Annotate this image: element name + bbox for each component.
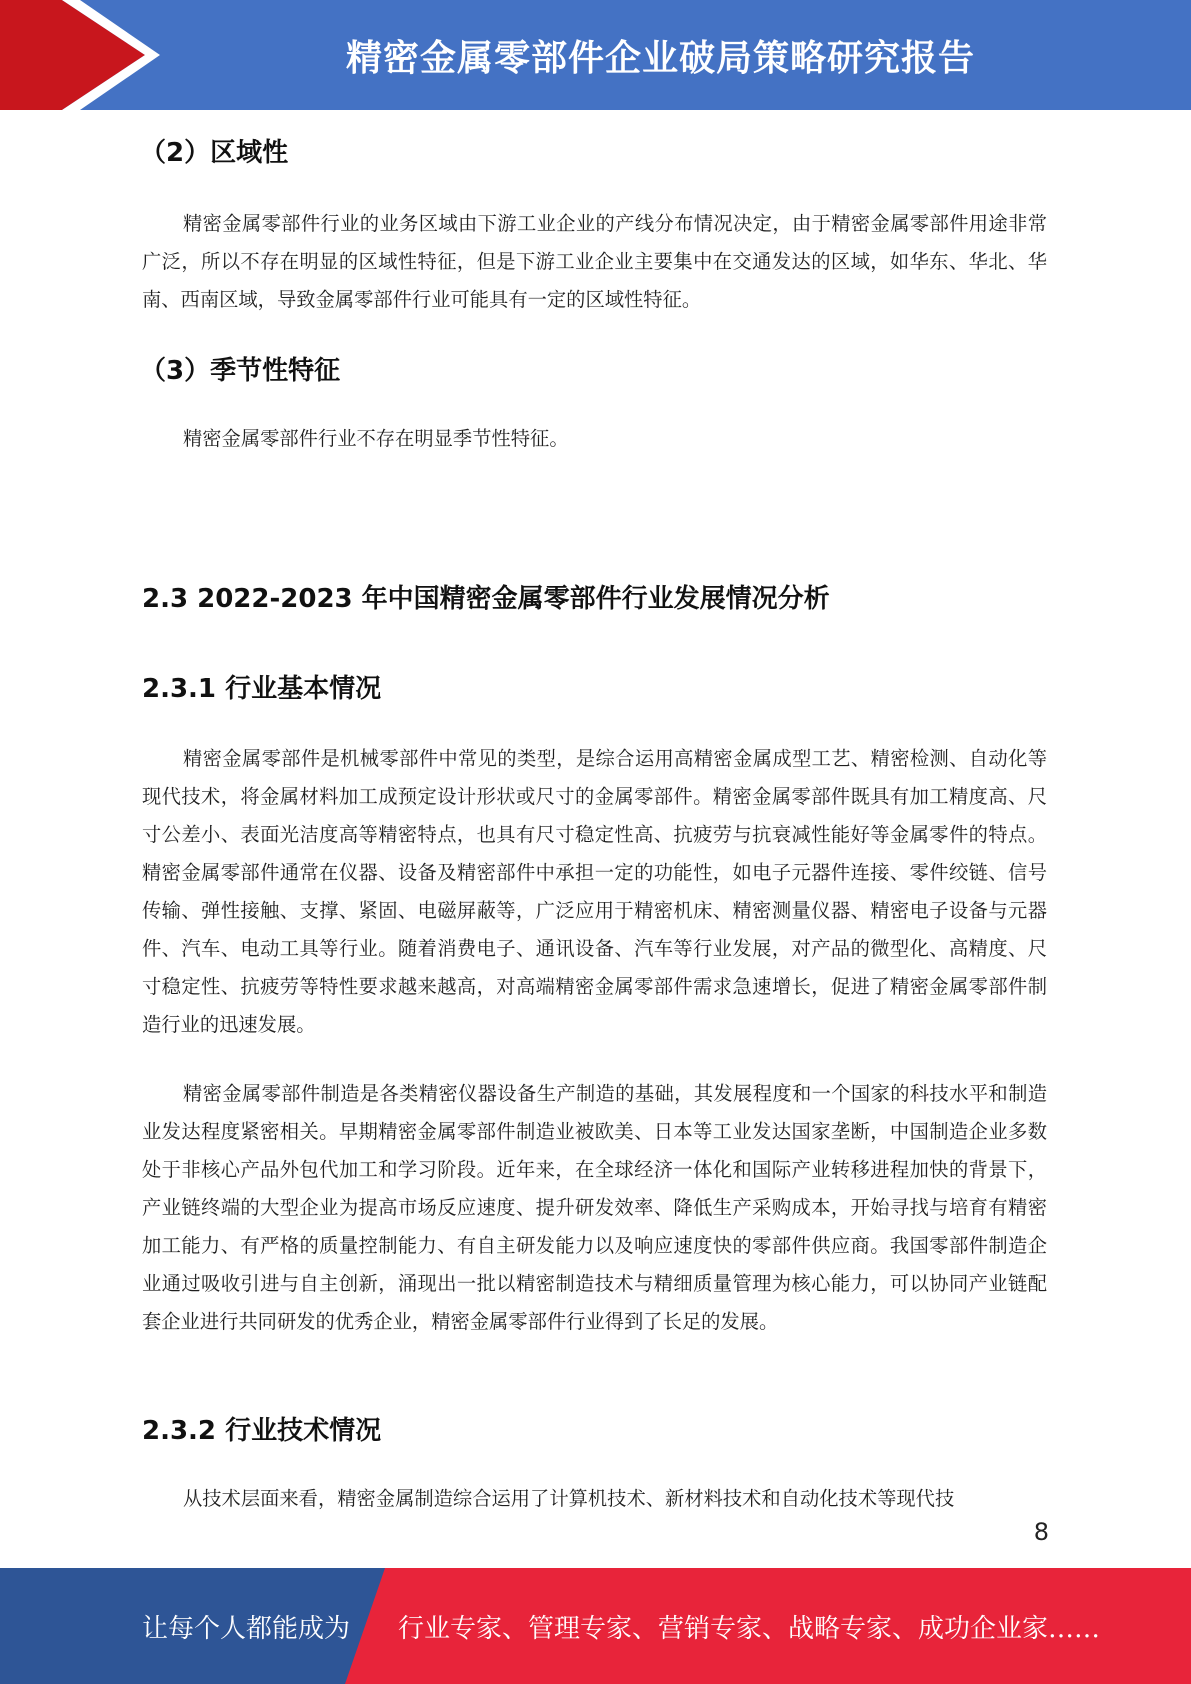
- paragraph-seasonal: 精密金属零部件行业不存在明显季节性特征。: [183, 427, 569, 450]
- header-banner: [0, 0, 1191, 110]
- footer-slogan-left: 让每个人都能成为: [142, 1613, 351, 1644]
- paragraph-regional: 精密金属零部件行业的业务区域由下游工业企业的产线分布情况决定，由于精密金属零部件用途非常广泛，所以不存在明显的区域性特征，但是下游工业企业主要集中在交通发达的区域，如华东、华北、华南、西南区域，导致金属零部件行业可能具有一定的区域性特征。: [142, 212, 1047, 311]
- footer-banner: [0, 1568, 1191, 1684]
- footer-slogan-right: 行业专家、管理专家、营销专家、战略专家、成功企业家……: [398, 1613, 1101, 1644]
- report-title: 精密金属零部件企业破局策略研究报告: [345, 37, 975, 79]
- paragraph-basic-1: 精密金属零部件是机械零部件中常见的类型，是综合运用高精密金属成型工艺、精密检测、自动化等现代技术，将金属材料加工成预定设计形状或尺寸的金属零部件。精密金属零部件既具有加工精度高、尺寸公差小、表面光洁度高等精密特点，也具有尺寸稳定性高、抗疲劳与抗衰减性能好等金属零件的特点。精密金属零部件通常在仪器、设备及精密部件中承担一定的功能性，如电子元器件连接、零件绞链、信号传输、弹性接触、支撑、紧固、电磁屏蔽等，广泛应用于精密机床、精密测量仪器、精密电子设备与元器件、汽车、电动工具等行业。随着消费电子、通讯设备、汽车等行业发展，对产品的微型化、高精度、尺寸稳定性、抗疲劳等特性要求越来越高，对高端精密金属零部件需求急速增长，促进了精密金属零部件制造行业的迅速发展。: [142, 747, 1047, 1036]
- paragraph-basic-2: 精密金属零部件制造是各类精密仪器设备生产制造的基础，其发展程度和一个国家的科技水平和制造业发达程度紧密相关。早期精密金属零部件制造业被欧美、日本等工业发达国家垄断，中国制造企业多数处于非核心产品外包代加工和学习阶段。近年来，在全球经济一体化和国际产业转移进程加快的背景下，产业链终端的大型企业为提高市场反应速度、提升研发效率、降低生产采购成本，开始寻找与培育有精密加工能力、有严格的质量控制能力、有自主研发能力以及响应速度快的零部件供应商。我国零部件制造企业通过吸收引进与自主创新，涌现出一批以精密制造技术与精细质量管理为核心能力，可以协同产业链配套企业进行共同研发的优秀企业，精密金属零部件行业得到了长足的发展。: [142, 1082, 1047, 1333]
- heading-section-2-3-2: 2.3.2 行业技术情况: [142, 1416, 382, 1446]
- paragraph-tech: 从技术层面来看，精密金属制造综合运用了计算机技术、新材料技术和自动化技术等现代技: [183, 1487, 955, 1510]
- heading-seasonal: （3）季节性特征: [140, 356, 341, 386]
- page-number: 8: [1033, 1518, 1049, 1546]
- heading-section-2-3: 2.3 2022-2023 年中国精密金属零部件行业发展情况分析: [142, 584, 830, 614]
- heading-section-2-3-1: 2.3.1 行业基本情况: [142, 674, 382, 704]
- heading-regional: （2）区域性: [140, 138, 289, 168]
